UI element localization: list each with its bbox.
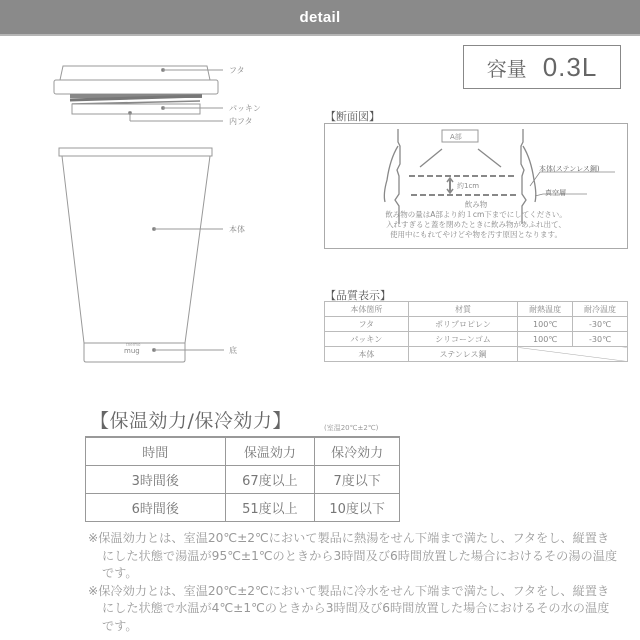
- effect-row: [86, 466, 400, 494]
- quality-row: [325, 317, 628, 332]
- footnote-cold: ※保冷効力とは、室温20℃±2℃において製品に冷水をせん下端まで満たし、フタをし、縦置きにした状態で水温が4℃±1℃のときから3時間及び6時間放置した場合におけるその水の温度です。: [88, 583, 610, 633]
- vacuum-layer-label: 真空層: [545, 189, 566, 197]
- capacity-box: [463, 45, 621, 89]
- cross-section-note-3: 使用中にもれてやけどや物を汚す原因となります。: [390, 230, 562, 239]
- effect-cell: 7度以下: [315, 466, 400, 494]
- effect-header-row: [86, 437, 400, 466]
- label-lid: フタ: [229, 66, 245, 75]
- label-body: 本体: [229, 225, 245, 234]
- effect-table: [85, 436, 400, 522]
- header-title: detail: [299, 8, 341, 26]
- quality-row: [325, 332, 628, 347]
- quality-cell: 100℃: [518, 317, 573, 332]
- quality-cell: -30℃: [573, 332, 628, 347]
- footnote-heat: ※保温効力とは、室温20℃±2℃において製品に熱湯をせん下端まで満たし、フタをし、縦置きにした状態で湯温が95℃±1℃のときから3時間及び6時間放置した場合におけるその湯の温度です。: [88, 531, 618, 581]
- tumbler-parts-illustration: [0, 0, 320, 380]
- quality-cell: 本体: [325, 347, 409, 362]
- cross-section-note-2: 入れすぎると蓋を閉めたときに飲み物があふれ出て、: [386, 220, 566, 229]
- quality-header-cell: 材質: [408, 302, 518, 317]
- body-material-label: 本体(ステンレス鋼): [539, 165, 600, 173]
- quality-header-cell: 耐熱温度: [518, 302, 573, 317]
- quality-header-cell: 本体箇所: [325, 302, 409, 317]
- quality-cell: 100℃: [518, 332, 573, 347]
- effect-cell: 67度以上: [225, 466, 315, 494]
- quality-cell: シリコーンゴム: [408, 332, 518, 347]
- quality-header-cell: 耐冷温度: [573, 302, 628, 317]
- effect-cell: 10度以下: [315, 494, 400, 522]
- cross-section-title: 【断面図】: [325, 110, 380, 123]
- effect-header-cell: 保温効力: [225, 437, 315, 466]
- effect-cell: 6時間後: [86, 494, 226, 522]
- effect-header-cell: 保冷効力: [315, 437, 400, 466]
- quality-cell: フタ: [325, 317, 409, 332]
- drink-label: 飲み物: [464, 200, 488, 209]
- effect-header-cell: 時間: [86, 437, 226, 466]
- label-gasket: パッキン: [229, 104, 261, 113]
- quality-row: [325, 347, 628, 362]
- quality-cell: -30℃: [573, 317, 628, 332]
- cross-section-note-1: 飲み物の量はA部より約１cm下までにしてください。: [385, 210, 567, 219]
- brand-small: thermo: [126, 342, 141, 347]
- quality-header-row: [325, 302, 628, 317]
- capacity-value: 0.3L: [542, 51, 598, 82]
- label-bottom: 底: [229, 346, 237, 355]
- effect-row: [86, 494, 400, 522]
- quality-cell: ポリプロピレン: [408, 317, 518, 332]
- effect-title: 【保温効力/保冷効力】: [90, 410, 292, 432]
- quality-cell: パッキン: [325, 332, 409, 347]
- footnotes: [88, 530, 618, 636]
- effect-cell: 51度以上: [225, 494, 315, 522]
- effect-room-temp-note: (室温20℃±2℃): [324, 424, 379, 432]
- quality-table: [324, 301, 628, 362]
- effect-cell: 3時間後: [86, 466, 226, 494]
- quality-cell: ステンレス鋼: [408, 347, 518, 362]
- quality-title: 【品質表示】: [325, 289, 391, 302]
- brand-logo: mug: [124, 347, 140, 355]
- label-inner-lid: 内フタ: [229, 117, 253, 126]
- capacity-label: 容量: [486, 56, 527, 81]
- cross-section-box: [324, 123, 628, 249]
- a-part-label: A部: [450, 133, 462, 141]
- distance-label: 約1cm: [457, 182, 480, 190]
- quality-empty-cell: [518, 347, 628, 362]
